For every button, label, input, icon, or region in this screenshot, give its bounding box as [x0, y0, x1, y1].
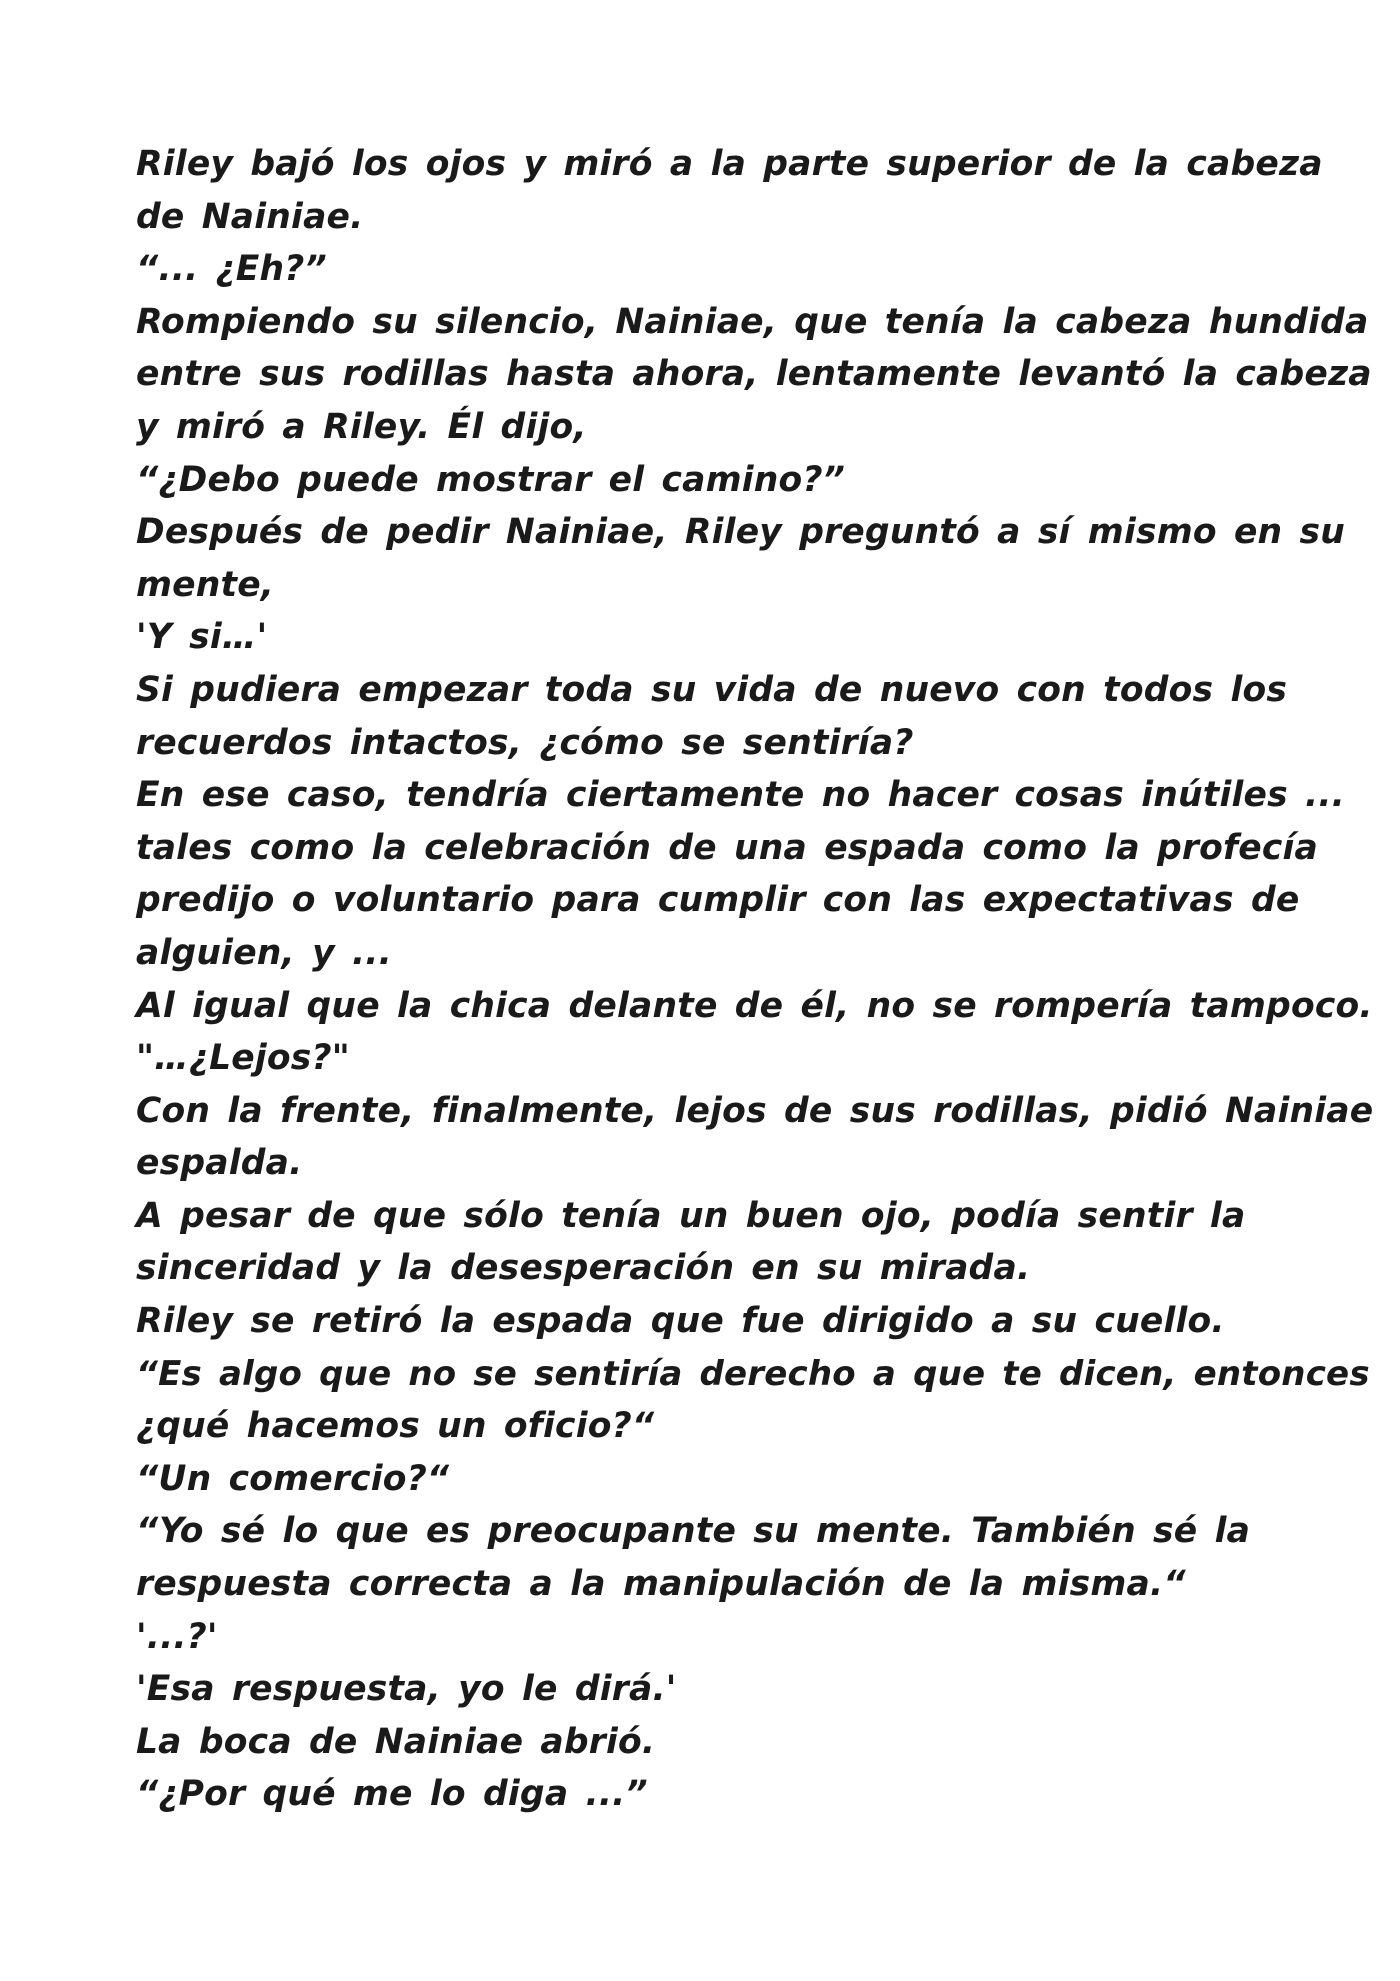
text-line: ¿qué hacemos un oficio?“	[136, 1406, 655, 1447]
text-line: Riley se retiró la espada que fue dirigido a su cuello.	[136, 1301, 1225, 1342]
body-text	[136, 138, 1374, 1821]
text-line: '...?'	[136, 1616, 218, 1657]
text-line: recuerdos intactos, ¿cómo se sentiría?	[136, 722, 914, 763]
text-line: “¿Debo puede mostrar el camino?”	[136, 459, 846, 500]
text-line: Con la frente, finalmente, lejos de sus rodillas, pidió Nainiae	[136, 1090, 1374, 1131]
text-line: La boca de Nainiae abrió.	[136, 1721, 656, 1762]
text-line: “Es algo que no se sentiría derecho a que te dicen, entonces	[136, 1353, 1370, 1394]
text-line: “... ¿Eh?”	[136, 249, 327, 290]
text-line: 'Y si…'	[136, 617, 268, 658]
text-line: “¿Por qué me lo diga ...”	[136, 1774, 648, 1815]
text-line: de Nainiae.	[136, 196, 364, 237]
text-line: respuesta correcta a la manipulación de la misma.“	[136, 1564, 1186, 1605]
text-line: Si pudiera empezar toda su vida de nuevo con todos los	[136, 669, 1288, 710]
text-line: “Un comercio?“	[136, 1458, 450, 1499]
text-line: En ese caso, tendría ciertamente no hacer cosas inútiles ...	[136, 775, 1345, 816]
text-line: A pesar de que sólo tenía un buen ojo, podía sentir la	[136, 1195, 1246, 1236]
text-line: Rompiendo su silencio, Nainiae, que tenía la cabeza hundida	[136, 301, 1369, 342]
text-line: espalda.	[136, 1143, 303, 1184]
text-line: tales como la celebración de una espada como la profecía	[136, 827, 1319, 868]
text-line: “Yo sé lo que es preocupante su mente. También sé la	[136, 1511, 1251, 1552]
text-line: mente,	[136, 564, 275, 605]
text-line: Después de pedir Nainiae, Riley preguntó a sí mismo en su	[136, 512, 1346, 553]
text-line: alguien, y ...	[136, 932, 392, 973]
text-line: Al igual que la chica delante de él, no se rompería tampoco.	[136, 985, 1373, 1026]
text-line: predijo o voluntario para cumplir con las expectativas de	[136, 880, 1300, 921]
text-line: Riley bajó los ojos y miró a la parte superior de la cabeza	[136, 144, 1323, 184]
text-line: 'Esa respuesta, yo le dirá.'	[136, 1669, 677, 1710]
text-line: entre sus rodillas hasta ahora, lentamente levantó la cabeza	[136, 354, 1372, 395]
text-line: "…¿Lejos?"	[136, 1038, 350, 1079]
text-line: sinceridad y la desesperación en su mirada.	[136, 1248, 1031, 1289]
text-line: y miró a Riley. Él dijo,	[136, 406, 587, 447]
